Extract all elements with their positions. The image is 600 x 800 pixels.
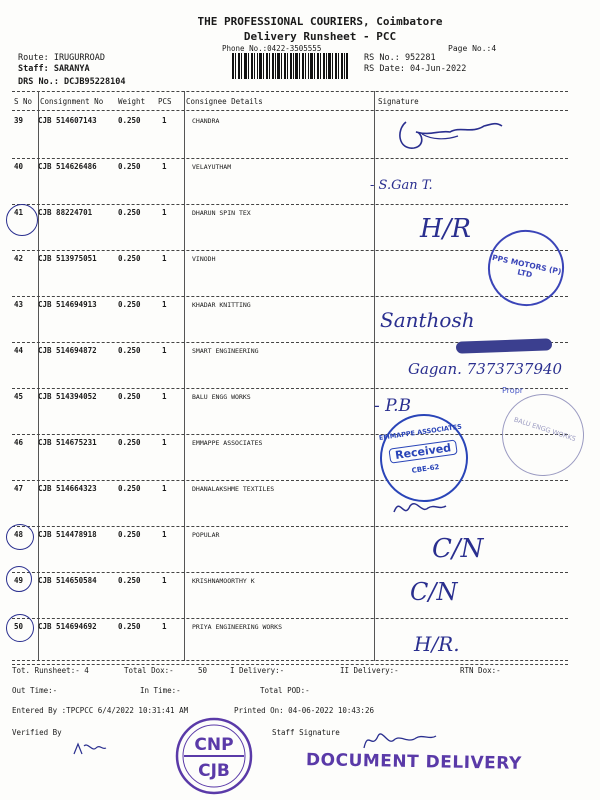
emmappe-stamp-received: Received xyxy=(388,439,457,463)
signature-scribble xyxy=(392,112,512,156)
row-consignee: VINODH xyxy=(192,255,216,263)
row-consignment: CJB 514650584 xyxy=(38,576,97,585)
drs-number: DRS No.: DCJB95228104 xyxy=(18,77,126,87)
row-sno: 45 xyxy=(14,392,24,401)
row-consignee: EMMAPPE ASSOCIATES xyxy=(192,439,263,447)
col-weight: Weight xyxy=(118,97,146,106)
footer-rule xyxy=(12,660,568,661)
col-consignment: Consignment No xyxy=(40,97,104,106)
row-consignee: KRISHNAMOORTHY K xyxy=(192,577,255,585)
row-consignment: CJB 514694872 xyxy=(38,346,97,355)
col-sno: S No xyxy=(14,97,33,106)
ii-delivery: II Delivery:- xyxy=(340,666,399,675)
total-pod: Total POD:- xyxy=(260,686,310,695)
row-pcs: 1 xyxy=(162,162,167,171)
row-consignment: CJB 88224701 xyxy=(38,208,93,217)
row-consignment: CJB 514675231 xyxy=(38,438,97,447)
col-pcs: PCS xyxy=(158,97,172,106)
row-weight: 0.250 xyxy=(118,116,141,125)
table-row xyxy=(12,392,568,438)
row-consignee: PRIYA ENGINEERING WORKS xyxy=(192,623,283,631)
in-time: In Time:- xyxy=(140,686,181,695)
row-pcs: 1 xyxy=(162,300,167,309)
row-weight: 0.250 xyxy=(118,300,141,309)
row-separator xyxy=(12,250,568,251)
row-pcs: 1 xyxy=(162,484,167,493)
table-row xyxy=(12,438,568,484)
row-sno: 43 xyxy=(14,300,24,309)
row-consignee: VELAYUTHAM xyxy=(192,163,232,171)
verified-by: Verified By xyxy=(12,728,62,737)
row-sno: 44 xyxy=(14,346,24,355)
pps-motors-text: PPS MOTORS (P) LTD xyxy=(491,252,563,280)
row-separator xyxy=(12,204,568,205)
row-sno: 41 xyxy=(14,208,24,217)
row-sno: 50 xyxy=(14,622,24,631)
col-consignee: Consignee Details xyxy=(186,97,263,106)
handwritten-sig-40: - S.Gan T. xyxy=(370,178,433,193)
row-pcs: 1 xyxy=(162,438,167,447)
header-bottom-rule xyxy=(12,110,568,111)
propr-text: Propr xyxy=(502,386,524,395)
verifier-initials xyxy=(72,740,108,760)
total-dox-value: 50 xyxy=(198,666,208,675)
row-consignment: CJB 514694692 xyxy=(38,622,97,631)
table-row xyxy=(12,254,568,300)
ink-circle xyxy=(6,204,38,236)
row-weight: 0.250 xyxy=(118,254,141,263)
row-sno: 40 xyxy=(14,162,24,171)
row-consignee: BALU ENGG WORKS xyxy=(192,393,251,401)
row-separator xyxy=(12,480,568,481)
table-row xyxy=(12,530,568,576)
row-pcs: 1 xyxy=(162,622,167,631)
rs-date: RS Date: 04-Jun-2022 xyxy=(364,64,467,74)
row-sno: 39 xyxy=(14,116,24,125)
row-weight: 0.250 xyxy=(118,346,141,355)
row-consignee: CHANDRA xyxy=(192,117,220,125)
staff-signature-label: Staff Signature xyxy=(272,728,340,737)
staff-signature-scribble xyxy=(360,724,440,754)
row-consignee: KHADAR KNITTING xyxy=(192,301,251,309)
route: Route: IRUGURROAD xyxy=(18,53,105,63)
rtn-dox: RTN Dox:- xyxy=(460,666,501,675)
row-weight: 0.250 xyxy=(118,530,141,539)
ink-circle xyxy=(6,614,34,642)
row-consignee: DHANALAKSHME TEXTILES xyxy=(192,485,275,493)
col-signature: Signature xyxy=(378,97,419,106)
tot-runsheet: Tot. Runsheet:- 4 xyxy=(12,666,89,675)
table-top-rule xyxy=(12,91,568,92)
row-pcs: 1 xyxy=(162,530,167,539)
row-consignment: CJB 514607143 xyxy=(38,116,97,125)
document-title: Delivery Runsheet - PCC xyxy=(243,30,397,43)
rs-info xyxy=(364,53,466,75)
row-separator xyxy=(12,296,568,297)
rs-number: RS No.: 952281 xyxy=(364,53,436,63)
company-title xyxy=(160,14,480,44)
row-separator xyxy=(12,388,568,389)
table-row xyxy=(12,208,568,254)
staff: Staff: SARANYA xyxy=(18,64,90,74)
emmappe-stamp-top: EMMAPPE ASSOCIATES xyxy=(378,422,463,443)
row-pcs: 1 xyxy=(162,116,167,125)
emmappe-stamp-bottom: CBE-62 xyxy=(411,462,440,475)
row-pcs: 1 xyxy=(162,346,167,355)
entered-by: Entered By :TPCPCC 6/4/2022 10:31:41 AM xyxy=(12,706,189,715)
table-row xyxy=(12,576,568,622)
table-row xyxy=(12,622,568,668)
route-staff-block xyxy=(18,53,105,75)
row-weight: 0.250 xyxy=(118,622,141,631)
row-consignment: CJB 514694913 xyxy=(38,300,97,309)
barcode xyxy=(232,53,348,79)
row-sno: 48 xyxy=(14,530,24,539)
handwritten-sig-48: C/N xyxy=(432,534,484,564)
row-sno: 42 xyxy=(14,254,24,263)
handwritten-sig-45: - P.B xyxy=(374,396,412,416)
company-name: THE PROFESSIONAL COURIERS, Coimbatore xyxy=(197,15,443,28)
cnp-stamp-top: CNP xyxy=(194,735,234,755)
balu-engg-text: BALU ENGG WORKS xyxy=(512,415,577,444)
row-weight: 0.250 xyxy=(118,208,141,217)
ink-circle xyxy=(6,566,32,592)
row-consignee: DHARUN SPIN TEX xyxy=(192,209,251,217)
table-row xyxy=(12,484,568,530)
row-weight: 0.250 xyxy=(118,484,141,493)
row-separator xyxy=(12,664,568,665)
out-time: Out Time:- xyxy=(12,686,58,695)
row-consignment: CJB 514626486 xyxy=(38,162,97,171)
row-sno: 46 xyxy=(14,438,24,447)
row-sno: 49 xyxy=(14,576,24,585)
row-consignment: CJB 513975051 xyxy=(38,254,97,263)
row-pcs: 1 xyxy=(162,254,167,263)
row-consignment: CJB 514478918 xyxy=(38,530,97,539)
row-consignee: POPULAR xyxy=(192,531,220,539)
table-row xyxy=(12,300,568,346)
row-separator xyxy=(12,434,568,435)
handwritten-sig-44: Gagan. 7373737940 xyxy=(408,360,563,378)
row-separator xyxy=(12,572,568,573)
row-sno: 47 xyxy=(14,484,24,493)
document-delivery-stamp: DOCUMENT DELIVERY xyxy=(305,750,522,774)
row-separator xyxy=(12,526,568,527)
row-pcs: 1 xyxy=(162,392,167,401)
i-delivery: I Delivery:- xyxy=(230,666,285,675)
row-weight: 0.250 xyxy=(118,576,141,585)
table-row xyxy=(12,162,568,208)
handwritten-sig-50: H/R. xyxy=(414,632,460,656)
row-weight: 0.250 xyxy=(118,392,141,401)
row-consignee: SMART ENGINEERING xyxy=(192,347,259,355)
ink-circle xyxy=(6,524,34,550)
handwritten-sig-43: Santhosh xyxy=(380,308,475,332)
cnp-stamp-bottom: CJB xyxy=(198,761,230,781)
row-separator xyxy=(12,618,568,619)
row-consignment: CJB 514394052 xyxy=(38,392,97,401)
handwritten-sig-41: H/R xyxy=(420,214,472,244)
row-weight: 0.250 xyxy=(118,438,141,447)
total-dox-label: Total Dox:- xyxy=(124,666,174,675)
printed-on: Printed On: 04-06-2022 10:43:26 xyxy=(234,706,374,715)
row-separator xyxy=(12,158,568,159)
row-consignment: CJB 514664323 xyxy=(38,484,97,493)
handwritten-sig-49: C/N xyxy=(410,578,458,606)
row-pcs: 1 xyxy=(162,576,167,585)
row-pcs: 1 xyxy=(162,208,167,217)
phone-number: Phone No.:0422-3505555 xyxy=(222,44,322,53)
cnp-cjb-stamp xyxy=(174,716,254,796)
page-number: Page No.:4 xyxy=(448,44,497,53)
row-weight: 0.250 xyxy=(118,162,141,171)
